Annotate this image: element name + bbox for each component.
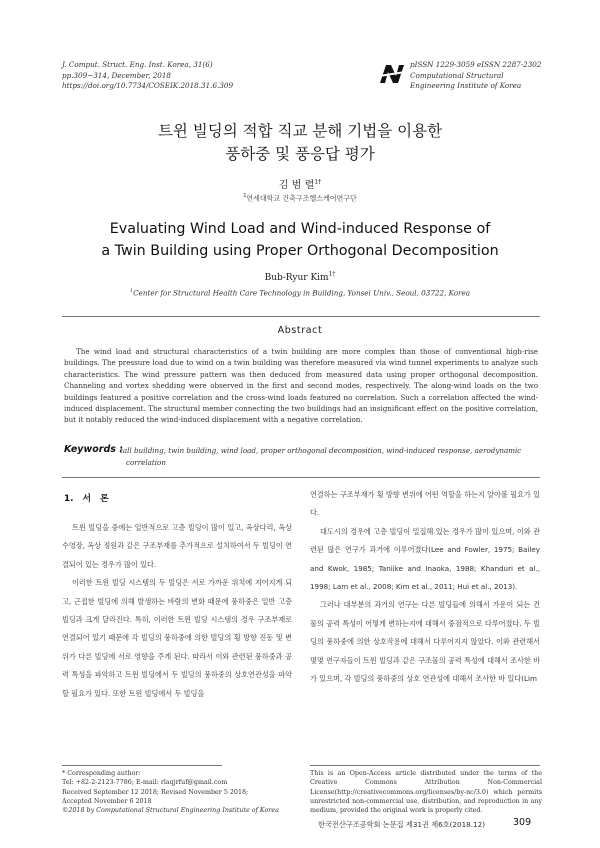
title-ko-line-1: 트윈 빌딩의 적합 직교 분해 기법을 이용한 xyxy=(157,122,443,140)
divider-top xyxy=(62,316,540,317)
journal-citation: J. Comput. Struct. Eng. Inst. Korea, 31(6) xyxy=(62,60,213,69)
paragraph: 트윈 빌딩을 중에는 일반적으로 고층 빌딩이 많이 있고, 옥상다리, 옥상 수영장, 옥상 정원과 같은 구조부재를 추가적으로 설치하여서 두 빌딩이 연결되어 있는 경우가 많이 있다. xyxy=(62,523,292,569)
paragraph: 연결하는 구조부재가 횡 방향 변위에 어떤 역할을 하는지 알아볼 필요가 있다. xyxy=(310,490,540,518)
paper-title-korean xyxy=(0,120,600,166)
paragraph: 그러나 대부분의 과거의 연구는 다른 빌딩들에 의해서 가운이 되는 건물의 공력 특성이 어떻게 변하는지에 대해서 중점적으로 다루어졌다. 두 빌딩의 풍하중에 의한 상호작용에 대해서 다루어지지 않았다. 이와 관련해서 몇몇 연구자들이 트윈 빌딩과 같은 구조물의 공력 특성에 대해서 조사한 바가 있으며, 각 빌딩의 풍하중의 상호 연관성에 대해서 조사한 바 있다(Lim xyxy=(310,600,540,684)
section-heading-introduction: 1. 서 론 xyxy=(64,494,109,504)
abstract-body: The wind load and structural characteristics of a twin building are more complex than those of conventional high-rise buildings. The pressure load due to wind on a twin building was therefore measured via wind tunnel experiments to analyze such characteristics. The wind pressure pattern was then deduced from measured data using proper orthogonal decomposition. Channeling and vortex shedding were observed in the first and second modes, respectively. The along-wind loads on the two buildings featured a positive correlation and the cross-wind loads featured no correlation. Such a correlation affected the wind-induced displacement. The structural member connecting the two buildings had an insignificant effect on the positive correlation, but it notably reduced the wind-induced displacement with a negative correlation. xyxy=(64,347,538,425)
footnote-contact[interactable]: Tel: +82-2-2123-7786; E-mail: rlaqjrfuf@gmail.com xyxy=(62,779,228,787)
title-en-line-2: a Twin Building using Proper Orthogonal Decomposition xyxy=(101,243,499,259)
copyright-line: ©2018 by Computational Structural Engineering Institute of Korea xyxy=(62,807,279,815)
body-column-left xyxy=(62,519,292,703)
author-en-mark: 1† xyxy=(328,271,336,278)
journal-pages: pp.309~314, December, 2018 xyxy=(62,70,171,80)
abstract-heading: Abstract xyxy=(277,325,323,336)
paragraph: 대도시의 경우에 고층 빌딩이 밀집해 있는 경우가 많이 있으며, 이와 관련된 많은 연구가 과거에 이루어졌다(Lee and Fowler, 1975; Bailey and Kwok, 1985; Taniike and Inaoka, 1988; Khanduri et al., 1998; Lam et al., 2008; Kim et al., 2011; Hui et al., 2013). xyxy=(310,526,540,592)
affiliation-english xyxy=(0,288,600,297)
publisher-line-2: Engineering Institute of Korea xyxy=(410,81,522,90)
divider-bottom xyxy=(62,477,540,478)
issn: pISSN 1229-3059 eISSN 2287-2302 xyxy=(410,60,542,69)
footer-journal: 한국전산구조공학회 논문집 제31권 제6호(2018.12) xyxy=(318,820,485,829)
footnote-rule-right xyxy=(310,765,540,766)
author-korean xyxy=(0,176,600,191)
affil-en-text: Center for Structural Health Care Technology in Building, Yonsei Univ., Seoul, 03722, Korea xyxy=(133,288,471,298)
author-ko-mark: 1† xyxy=(314,178,322,186)
author-en-name: Bub-Ryur Kim xyxy=(264,273,329,283)
footnote-line: Accepted November 6 2018 xyxy=(62,797,152,805)
journal-logo-icon xyxy=(378,64,406,84)
footnote-license: This is an Open-Access article distributed under the terms of the Creative Commons Attribution Non-Commercial License(http://creativecommons.org/licenses/by-nc/3.0) which permits unrestricted non-commercial use, distribution, and reproduction in any medium, provided the original work is properly cited. xyxy=(310,770,542,815)
footnote-line: * Corresponding author: xyxy=(62,770,141,777)
keywords-label: Keywords : xyxy=(64,444,124,455)
page-number: 309 xyxy=(513,817,532,828)
footnote-correspondence xyxy=(62,769,294,815)
journal-header-left xyxy=(62,60,233,92)
paper-title-english xyxy=(0,218,600,262)
affil-ko-mark: 1 xyxy=(243,193,247,199)
doi-link[interactable]: https://doi.org/10.7734/COSEIK.2018.31.6.309 xyxy=(62,81,234,90)
affil-en-mark: 1 xyxy=(129,288,134,294)
title-ko-line-2: 풍하중 및 풍응답 평가 xyxy=(225,145,375,163)
body-column-right xyxy=(310,486,540,688)
title-en-line-1: Evaluating Wind Load and Wind-induced Response of xyxy=(109,221,491,237)
paragraph: 이러한 트윈 빌딩 시스템의 두 빌딩은 서로 가까운 위치에 지어지게 되고, 근접한 빌딩에 의해 발생하는 바람의 변화 때문에 풍하중은 일반 고층 빌딩과 크게 달라진다. 특히, 이러한 트윈 빌딩 시스템의 경우 구조부재로 연결되어 있기 때문에 각 빌딩의 풍하중에 의한 빌딩의 횡 방향 진동 및 변위가 다른 빌딩에 서로 영향을 주게 된다. 따라서 이와 관련된 풍하중과 공력 특성을 파악하고 트윈 빌딩에서 두 빌딩의 풍하중의 상호연관성을 파악할 필요가 있다. 또한 트윈 빌딩에서 두 빌딩을 xyxy=(62,578,292,698)
author-ko-name: 김 범 렬 xyxy=(278,180,315,191)
affil-ko-text: 연세대학교 건축구조헬스케어연구단 xyxy=(246,194,357,203)
footnote-line: Received September 12 2018; Revised November 5 2018; xyxy=(62,788,249,796)
footnote-rule-left xyxy=(62,765,222,766)
affiliation-korean xyxy=(0,193,600,203)
journal-header-right xyxy=(410,60,541,92)
publisher-line-1: Computational Structural xyxy=(410,70,504,80)
keywords-text: tall building, twin building, wind load, proper orthogonal decomposition, wind-induced response, aerodynamic correlation xyxy=(120,446,522,467)
author-english xyxy=(0,271,600,283)
